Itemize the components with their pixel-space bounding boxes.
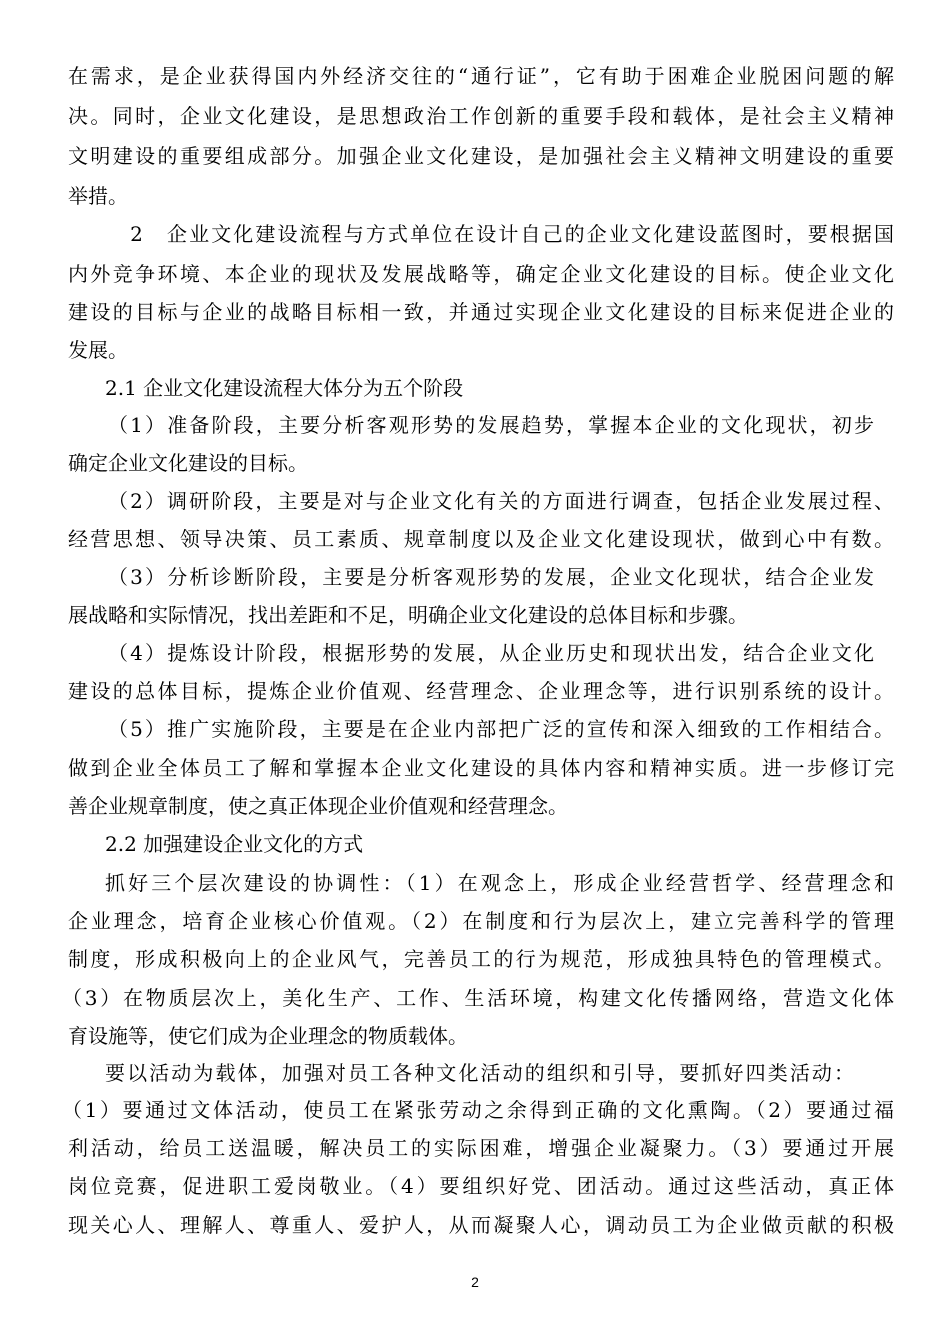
text-line: （3）在物质层次上，美化生产、工作、生活环境，构建文化传播网络，营造文化体 [62, 986, 894, 1010]
text-line: （1）要通过文体活动，使员工在紧张劳动之余得到正确的文化熏陶。（2）要通过福 [62, 1098, 894, 1122]
text-line: 发展。 [68, 338, 128, 362]
text-line: 确定企业文化建设的目标。 [68, 451, 308, 475]
text-line: （3）分析诊断阶段，主要是分析客观形势的发展，企业文化现状，结合企业发 [108, 565, 874, 589]
subsection-heading: 2.2 加强建设企业文化的方式 [105, 832, 364, 856]
text-line: 岗位竞赛，促进职工爱岗敬业。（4）要组织好党、团活动。通过这些活动，真正体 [68, 1174, 894, 1198]
text-line: 善企业规章制度，使之真正体现企业价值观和经营理念。 [68, 794, 568, 818]
text-line: 制度，形成积极向上的企业风气，完善员工的行为规范，形成独具特色的管理模式。 [68, 947, 894, 971]
text-line: 育设施等，使它们成为企业理念的物质载体。 [68, 1024, 468, 1048]
text-line: 现关心人、理解人、尊重人、爱护人，从而凝聚人心，调动员工为企业做贡献的积极 [68, 1213, 894, 1237]
text-line: 文明建设的重要组成部分。加强企业文化建设，是加强社会主义精神文明建设的重要 [68, 144, 894, 168]
text-line: 利活动，给员工送温暖，解决员工的实际困难，增强企业凝聚力。（3）要通过开展 [68, 1136, 894, 1160]
text-line: 举措。 [68, 184, 128, 208]
text-line: （1）准备阶段，主要分析客观形势的发展趋势，掌握本企业的文化现状，初步 [108, 413, 874, 437]
text-line: （5）推广实施阶段，主要是在企业内部把广泛的宣传和深入细致的工作相结合。 [108, 717, 894, 741]
text-line: 决。同时，企业文化建设，是思想政治工作创新的重要手段和载体，是社会主义精神 [68, 104, 894, 128]
page-number: 2 [471, 1274, 479, 1290]
text-line: 内外竞争环境、本企业的现状及发展战略等，确定企业文化建设的目标。使企业文化 [68, 262, 894, 286]
text-line: 做到企业全体员工了解和掌握本企业文化建设的具体内容和精神实质。进一步修订完 [68, 756, 894, 780]
text-line: 在需求，是企业获得国内外经济交往的“通行证”，它有助于困难企业脱困问题的解 [68, 64, 894, 88]
text-line: 企业理念，培育企业核心价值观。（2）在制度和行为层次上，建立完善科学的管理 [68, 909, 894, 933]
text-line: 经营思想、领导决策、员工素质、规章制度以及企业文化建设现状，做到心中有数。 [68, 527, 894, 551]
text-line: （2）调研阶段，主要是对与企业文化有关的方面进行调查，包括企业发展过程、 [108, 489, 894, 513]
section-heading-line: 2 企业文化建设流程与方式单位在设计自己的企业文化建设蓝图时，要根据国 [108, 222, 894, 246]
text-line: 要以活动为载体，加强对员工各种文化活动的组织和引导，要抓好四类活动： [105, 1061, 854, 1085]
text-line: 展战略和实际情况，找出差距和不足，明确企业文化建设的总体目标和步骤。 [68, 603, 748, 627]
subsection-heading: 2.1 企业文化建设流程大体分为五个阶段 [105, 376, 464, 400]
text-line: 建设的目标与企业的战略目标相一致，并通过实现企业文化建设的目标来促进企业的 [68, 300, 894, 324]
text-line: （4）提炼设计阶段，根据形势的发展，从企业历史和现状出发，结合企业文化 [108, 641, 874, 665]
text-line: 抓好三个层次建设的协调性：（1）在观念上，形成企业经营哲学、经营理念和 [105, 871, 894, 895]
text-line: 建设的总体目标，提炼企业价值观、经营理念、企业理念等，进行识别系统的设计。 [68, 679, 894, 703]
